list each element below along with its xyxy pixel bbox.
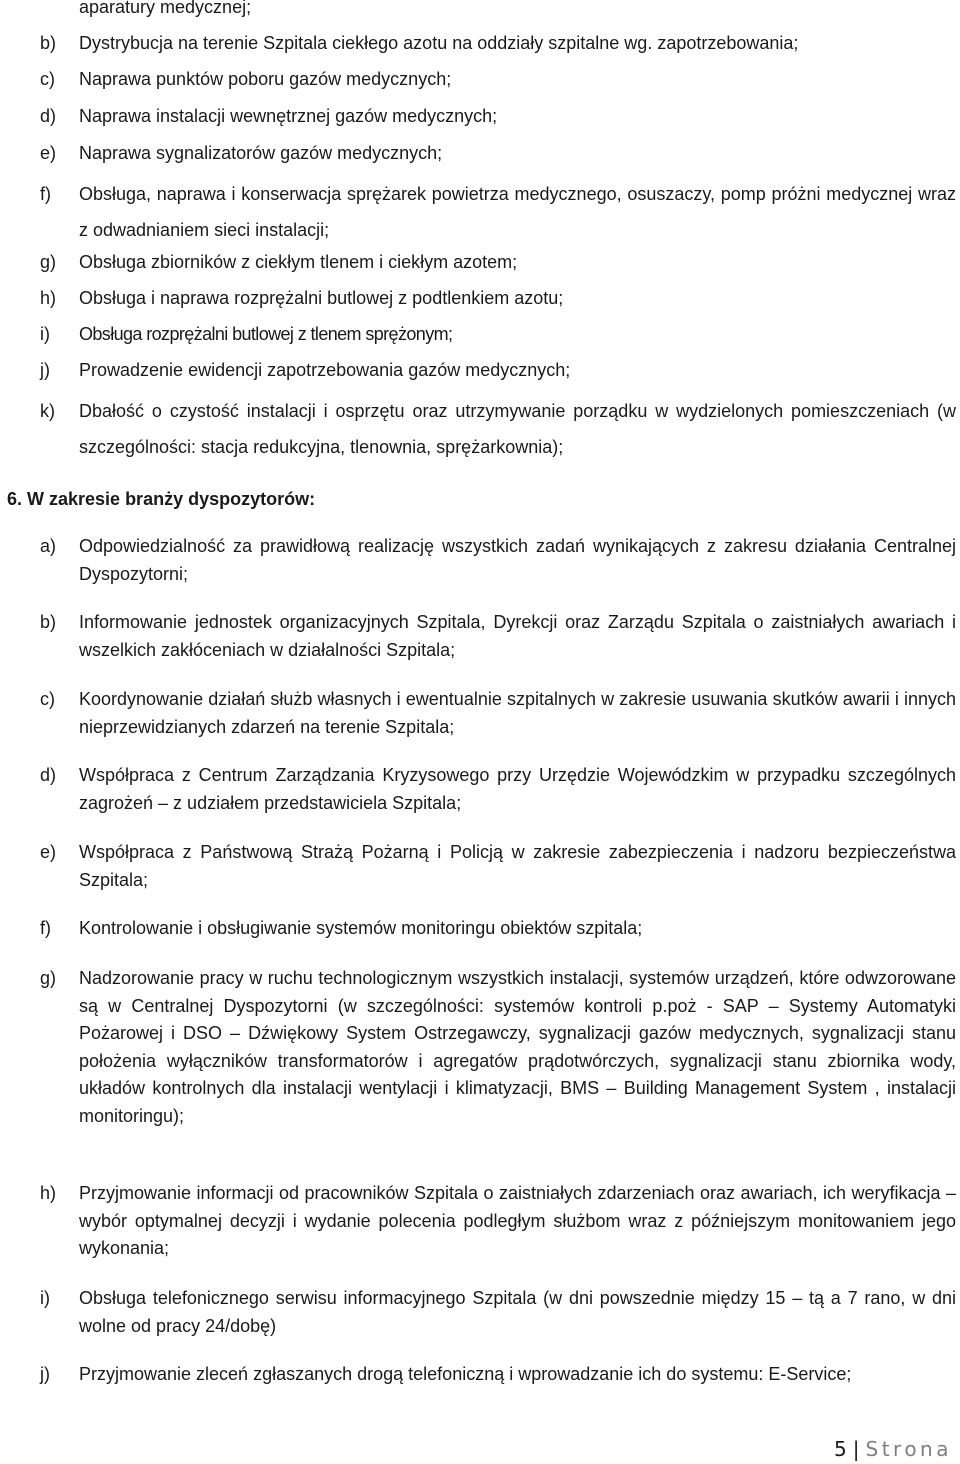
list-item-text: Prowadzenie ewidencji zapotrzebowania gazów medycznych;	[79, 360, 571, 380]
list-marker: e)	[40, 143, 57, 163]
list-item	[40, 915, 956, 943]
list-item	[40, 609, 956, 664]
list-marker: f)	[40, 184, 51, 204]
page-label: Strona	[865, 1437, 952, 1461]
list-item	[40, 1180, 956, 1263]
list-item-text: Przyjmowanie informacji od pracowników Szpitala o zaistniałych zdarzeniach oraz awariach, ich weryfikacja – wybór optymalnej decyzji i wydanie polecenia podległym służbom wraz z późniejszym monitowaniem jego wykonania;	[79, 1183, 956, 1258]
continuation-line: aparatury medycznej;	[79, 0, 252, 17]
list-item	[40, 839, 956, 894]
page-number: 5	[834, 1437, 847, 1461]
list-marker: b)	[40, 612, 57, 632]
list-marker: c)	[40, 69, 55, 89]
list-marker: j)	[40, 1364, 50, 1384]
list-item	[40, 686, 956, 741]
list-item	[40, 762, 956, 817]
list-marker: h)	[40, 288, 57, 308]
list-item-text: Dystrybucja na terenie Szpitala ciekłego azotu na oddziały szpitalne wg. zapotrzebowania;	[79, 33, 799, 53]
list-item-text: Obsługa i naprawa rozprężalni butlowej z podtlenkiem azotu;	[79, 288, 564, 308]
list-item-text: Naprawa instalacji wewnętrznej gazów medycznych;	[79, 106, 498, 126]
list-marker: e)	[40, 842, 57, 862]
list-marker: j)	[40, 360, 50, 380]
list-item	[40, 66, 956, 94]
list-marker: g)	[40, 968, 57, 988]
list-item	[40, 30, 956, 58]
list-item-text: Kontrolowanie i obsługiwanie systemów monitoringu obiektów szpitala;	[79, 918, 643, 938]
list-marker: d)	[40, 765, 57, 785]
section-heading: 6. W zakresie branży dyspozytorów:	[7, 489, 316, 509]
list-item-text: Obsługa rozprężalni butlowej z tlenem sprężonym;	[79, 324, 453, 344]
list-item	[40, 140, 956, 168]
list-marker: f)	[40, 918, 51, 938]
list-marker: k)	[40, 401, 55, 421]
list-item	[40, 1285, 956, 1340]
list-item-text: Naprawa sygnalizatorów gazów medycznych;	[79, 143, 443, 163]
list-marker: i)	[40, 1288, 50, 1308]
list-item	[40, 321, 956, 349]
list-item-text: Współpraca z Państwową Strażą Pożarną i Policją w zakresie zabezpieczenia i nadzoru bezpieczeństwa Szpitala;	[79, 842, 956, 890]
footer-separator: |	[852, 1437, 860, 1461]
list-item-text: Nadzorowanie pracy w ruchu technologicznym wszystkich instalacji, systemów urządzeń, które odwzorowane są w Centralnej Dyspozytorni (w szczególności: systemów kontroli p.poż - SAP – Systemy Automatyki Pożarowej i DSO – Dźwiękowy System Ostrzegawczy, sygnalizacji gazów medycznych, sygnalizacji stanu położenia wyłączników transformatorów i agregatów prądotwórczych, sygnalizacji stanu zbiornika wody, układów kontrolnych dla instalacji wentylacji i klimatyzacji, BMS – Building Management System , instalacji monitoringu);	[79, 968, 956, 1126]
list-item	[40, 103, 956, 131]
list-item	[40, 285, 956, 313]
list-item	[40, 249, 956, 277]
list-item	[40, 393, 956, 465]
list-marker: i)	[40, 324, 50, 344]
list-marker: g)	[40, 252, 57, 272]
list-marker: h)	[40, 1183, 57, 1203]
list-marker: d)	[40, 106, 57, 126]
list-item	[40, 176, 956, 248]
list-item-text: Obsługa telefonicznego serwisu informacyjnego Szpitala (w dni powszednie między 15 – tą a 7 rano, w dni wolne od pracy 24/dobę)	[79, 1288, 956, 1336]
page-footer	[834, 1436, 952, 1462]
list-item-text: Obsługa, naprawa i konserwacja sprężarek powietrza medycznego, osuszaczy, pomp próżni medycznej wraz z odwadnianiem sieci instalacji;	[79, 184, 956, 240]
list-marker: c)	[40, 689, 55, 709]
list-item	[40, 533, 956, 588]
list-item-text: Dbałość o czystość instalacji i osprzętu oraz utrzymywanie porządku w wydzielonych pomieszczeniach (w szczególności: stacja redukcyjna, tlenownia, sprężarkownia);	[79, 401, 956, 457]
list-item-text: Informowanie jednostek organizacyjnych Szpitala, Dyrekcji oraz Zarządu Szpitala o zaistniałych awariach i wszelkich zakłóceniach w działalności Szpitala;	[79, 612, 956, 660]
list-marker: b)	[40, 33, 57, 53]
list-marker: a)	[40, 536, 57, 556]
list-item-text: Koordynowanie działań służb własnych i ewentualnie szpitalnych w zakresie usuwania skutków awarii i innych nieprzewidzianych zdarzeń na terenie Szpitala;	[79, 689, 956, 737]
list-item-text: Przyjmowanie zleceń zgłaszanych drogą telefoniczną i wprowadzanie ich do systemu: E-Service;	[79, 1364, 852, 1384]
list-item-text: Naprawa punktów poboru gazów medycznych;	[79, 69, 452, 89]
list-item-text: Odpowiedzialność za prawidłową realizację wszystkich zadań wynikających z zakresu działania Centralnej Dyspozytorni;	[79, 536, 956, 584]
list-item	[40, 1361, 956, 1389]
list-item	[40, 965, 956, 1130]
list-item-text: Obsługa zbiorników z ciekłym tlenem i ciekłym azotem;	[79, 252, 518, 272]
list-item-text: Współpraca z Centrum Zarządzania Kryzysowego przy Urzędzie Wojewódzkim w przypadku szczególnych zagrożeń – z udziałem przedstawiciela Szpitala;	[79, 765, 956, 813]
list-item	[40, 357, 956, 385]
